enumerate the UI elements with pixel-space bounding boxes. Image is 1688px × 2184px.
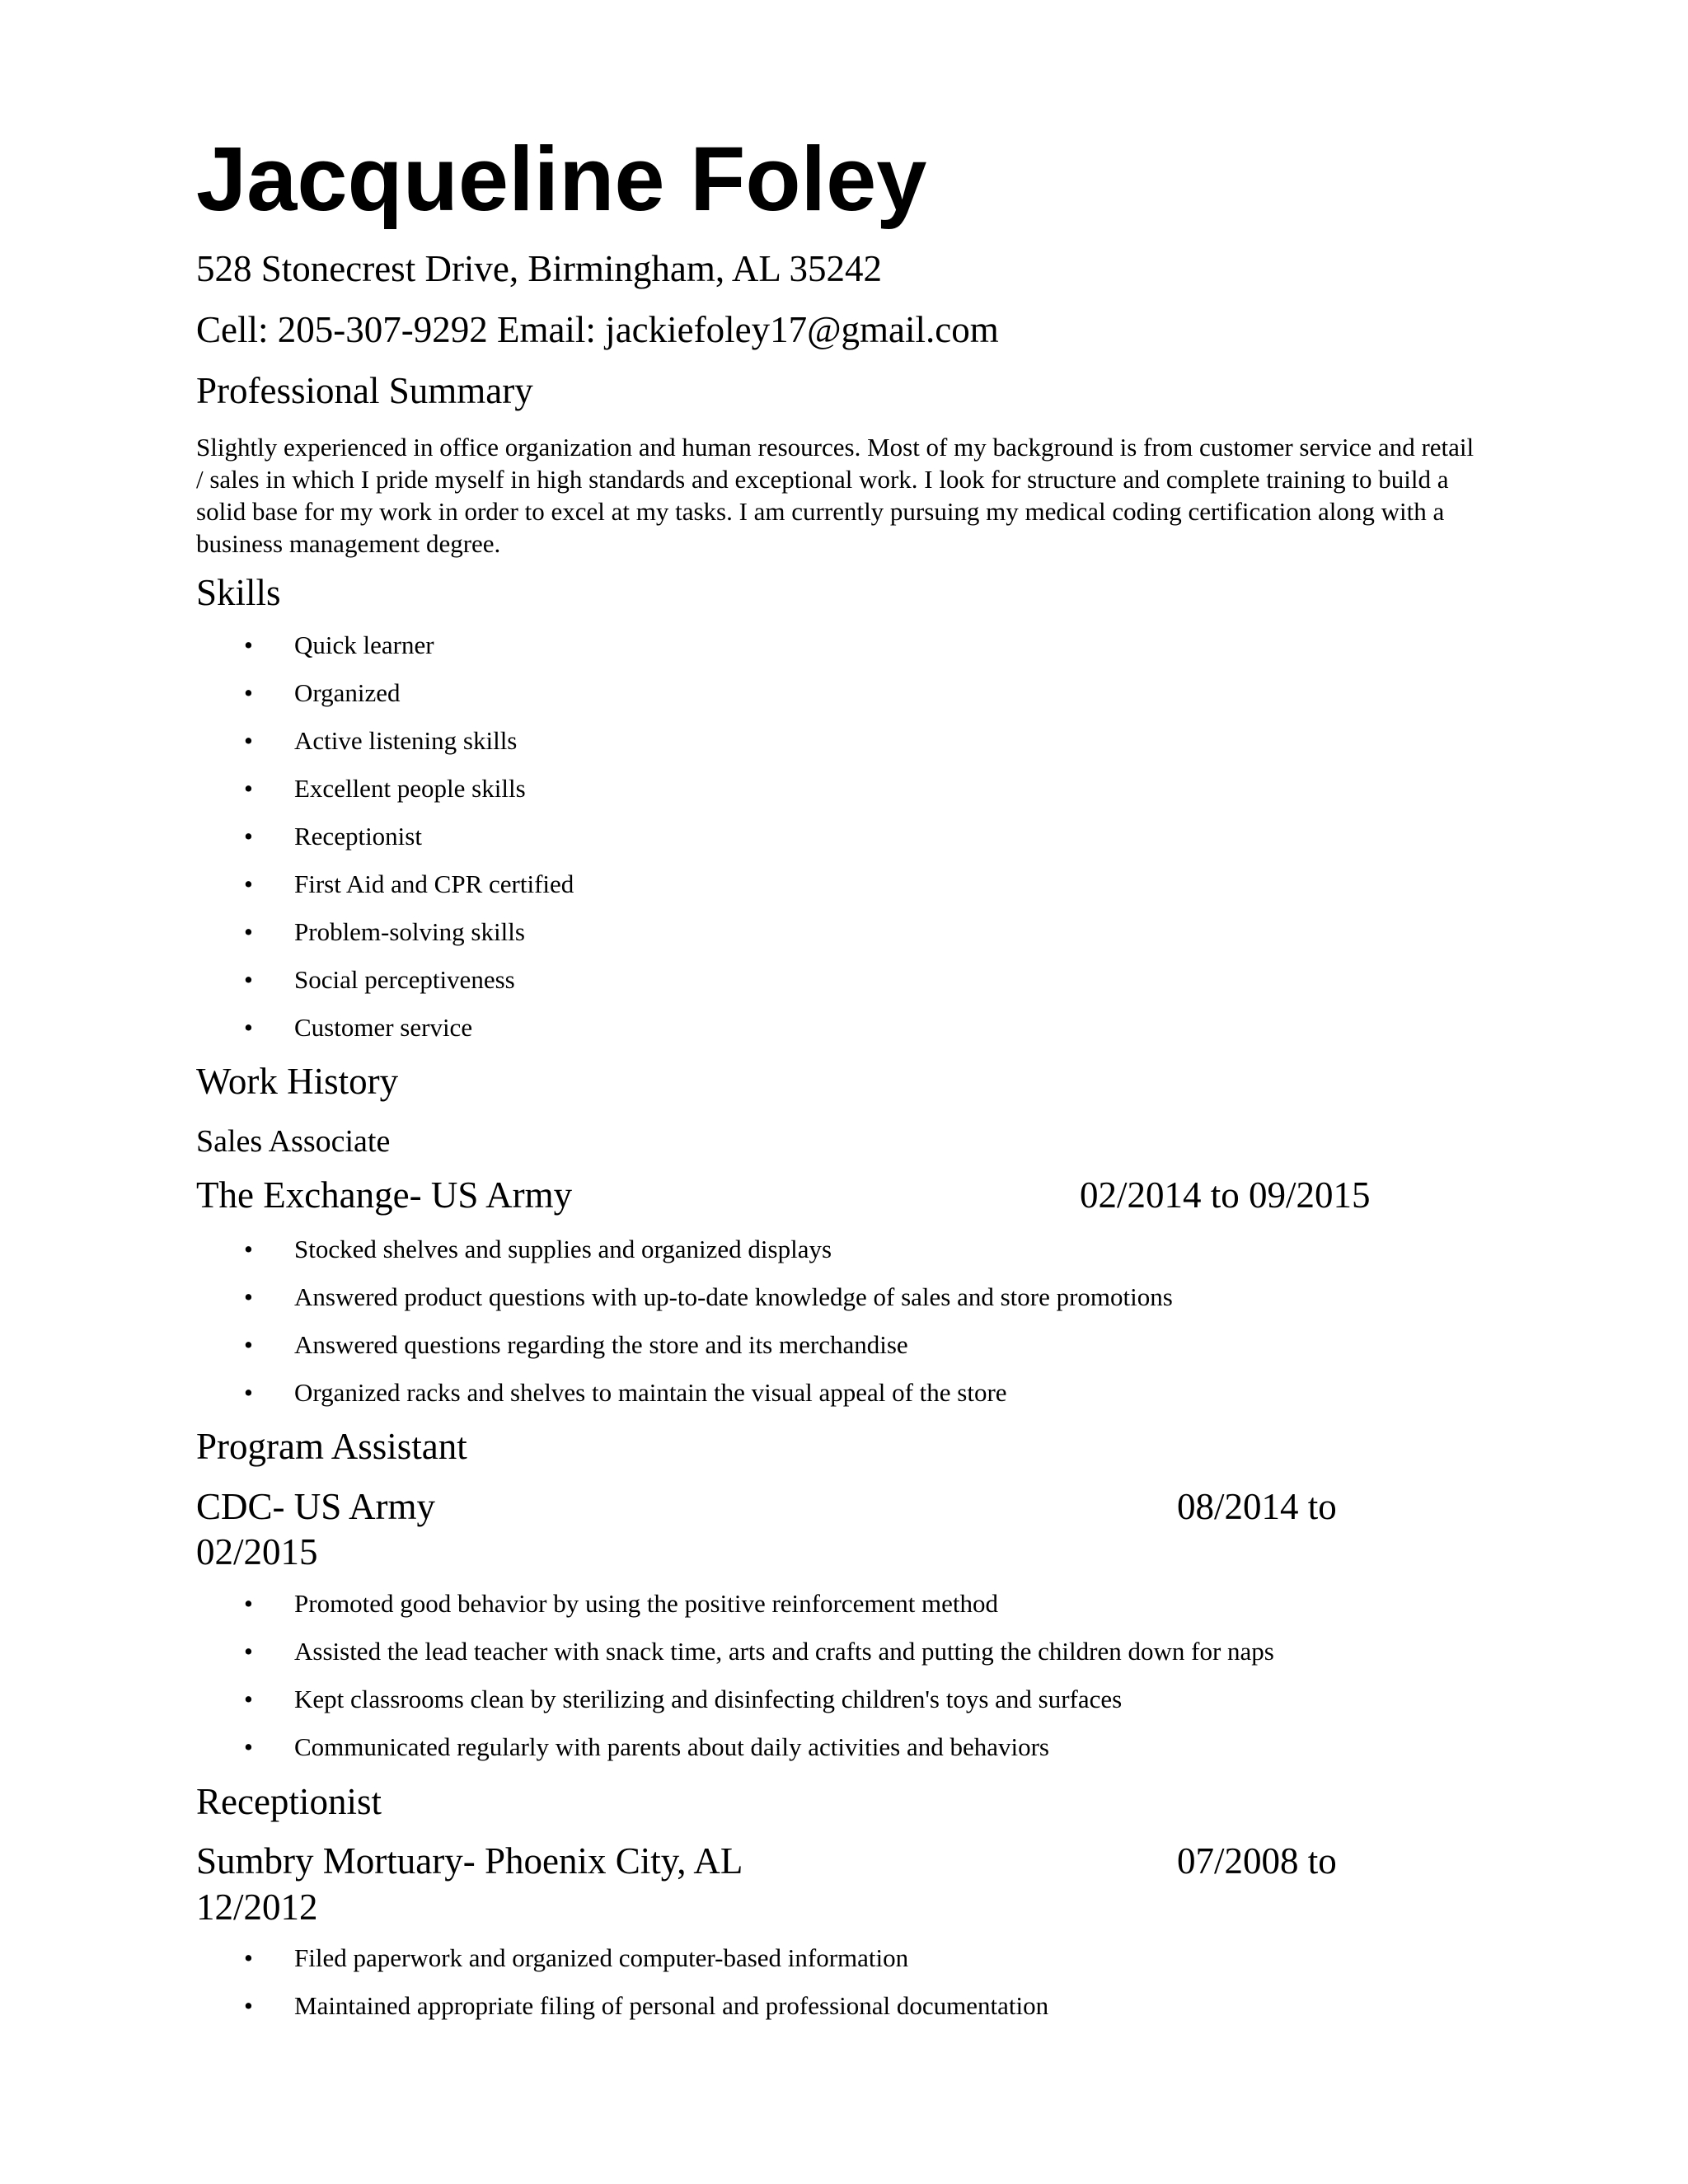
duty-text: Kept classrooms clean by sterilizing and disinfecting children's toys and surfaces	[294, 1685, 1123, 1713]
address-line: 528 Stonecrest Drive, Birmingham, AL 35242	[196, 248, 882, 289]
skill-text: First Aid and CPR certified	[294, 869, 574, 898]
bullet-icon: •	[244, 774, 253, 803]
skills-heading: Skills	[196, 572, 281, 613]
work-history-heading: Work History	[196, 1061, 399, 1102]
duty-text: Communicated regularly with parents about daily activities and behaviors	[294, 1732, 1049, 1761]
skill-text: Excellent people skills	[294, 774, 526, 803]
job-employer: Sumbry Mortuary- Phoenix City, AL	[196, 1840, 743, 1882]
bullet-icon: •	[244, 1282, 253, 1311]
job-dates: 02/2014 to 09/2015	[1080, 1174, 1371, 1216]
bullet-icon: •	[244, 1637, 253, 1666]
skill-text: Social perceptiveness	[294, 965, 515, 994]
duty-text: Promoted good behavior by using the positive reinforcement method	[294, 1589, 999, 1618]
job-employer: The Exchange- US Army	[196, 1174, 573, 1216]
skill-text: Quick learner	[294, 630, 434, 659]
bullet-icon: •	[244, 869, 253, 898]
bullet-icon: •	[244, 1685, 253, 1713]
skill-text: Active listening skills	[294, 726, 518, 755]
job-dates-start: 07/2008 to	[1177, 1840, 1337, 1882]
duty-text: Filed paperwork and organized computer-based information	[294, 1943, 909, 1972]
skill-text: Problem-solving skills	[294, 917, 525, 946]
bullet-icon: •	[244, 1235, 253, 1263]
skill-text: Customer service	[294, 1013, 473, 1042]
duty-text: Organized racks and shelves to maintain the visual appeal of the store	[294, 1378, 1007, 1407]
job-title: Receptionist	[196, 1781, 382, 1822]
bullet-icon: •	[244, 630, 253, 659]
duty-text: Maintained appropriate filing of personal and professional documentation	[294, 1991, 1049, 2020]
bullet-icon: •	[244, 917, 253, 946]
job-dates-end: 02/2015	[196, 1531, 318, 1572]
bullet-icon: •	[244, 1013, 253, 1042]
bullet-icon: •	[244, 965, 253, 994]
contact-line: Cell: 205-307-9292 Email: jackiefoley17@gmail.com	[196, 309, 999, 350]
bullet-icon: •	[244, 1943, 253, 1972]
candidate-name: Jacqueline Foley	[196, 129, 927, 230]
bullet-icon: •	[244, 678, 253, 707]
bullet-icon: •	[244, 822, 253, 851]
bullet-icon: •	[244, 1330, 253, 1359]
bullet-icon: •	[244, 726, 253, 755]
job-title: Sales Associate	[196, 1124, 391, 1159]
duty-text: Assisted the lead teacher with snack time, arts and crafts and putting the children down for naps	[294, 1637, 1274, 1666]
bullet-icon: •	[244, 1589, 253, 1618]
duty-text: Answered questions regarding the store and its merchandise	[294, 1330, 908, 1359]
bullet-icon: •	[244, 1378, 253, 1407]
skill-text: Organized	[294, 678, 401, 707]
duty-text: Answered product questions with up-to-date knowledge of sales and store promotions	[294, 1282, 1173, 1311]
summary-heading: Professional Summary	[196, 370, 533, 411]
duty-text: Stocked shelves and supplies and organized displays	[294, 1235, 832, 1263]
job-dates-start: 08/2014 to	[1177, 1486, 1337, 1527]
bullet-icon: •	[244, 1991, 253, 2020]
bullet-icon: •	[244, 1732, 253, 1761]
job-dates-end: 12/2012	[196, 1886, 318, 1928]
job-employer: CDC- US Army	[196, 1486, 436, 1527]
summary-text: Slightly experienced in office organization and human resources. Most of my background is from customer service and retail / sales in which I pride myself in high standards and exceptional work. I look for structure and complete training to build a solid base for my work in order to excel at my tasks. I am currently pursuing my medical coding certification along with a business management degree.	[196, 433, 1475, 558]
skill-text: Receptionist	[294, 822, 422, 851]
job-title: Program Assistant	[196, 1426, 467, 1467]
